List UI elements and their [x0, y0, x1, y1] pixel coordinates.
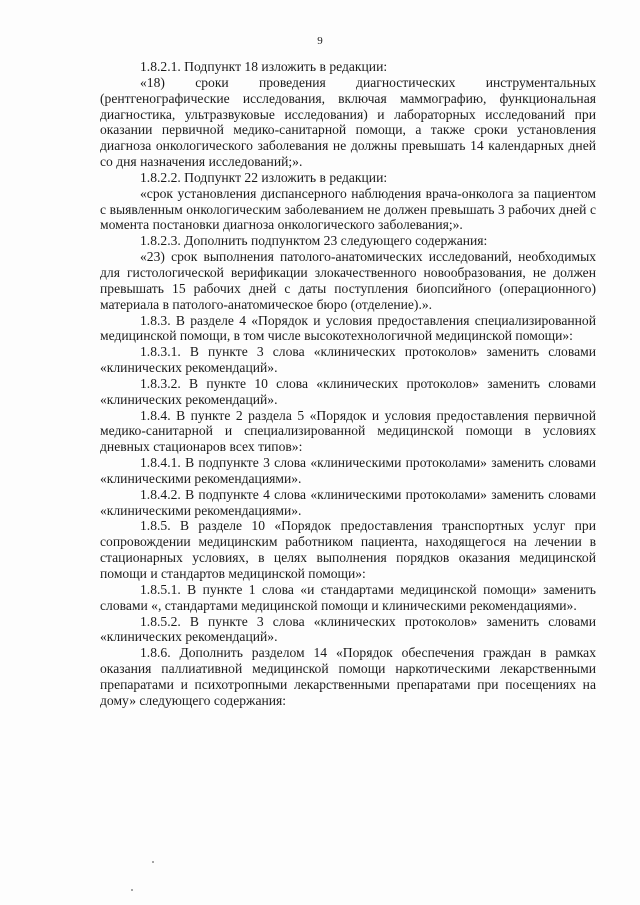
paragraph-quote-18: «18) сроки проведения диагностических инструментальных (рентгенографические исследования, включая маммографию, функциональная диагностика, ультразвуковые исследования) и лабораторных исследований при оказании первичной медико-санитарной помощи, а также сроки установления диагноза онкологического заболевания не должны превышать 14 календарных дней со дня назначения исследований;». [100, 74, 596, 170]
paragraph-1-8-2-2: 1.8.2.2. Подпункт 22 изложить в редакции: [140, 169, 388, 185]
paragraph-1-8-5-2: 1.8.5.2. В пункте 3 слова «клинических протоколов» заменить словами «клинических рекомендаций». [100, 613, 596, 645]
paragraph-1-8-2-1: 1.8.2.1. Подпункт 18 изложить в редакции: [140, 59, 388, 74]
scan-speck [131, 889, 133, 891]
paragraph-1-8-4: 1.8.4. В пункте 2 раздела 5 «Порядок и условия предоставления первичной медико-санитарной и специализированной медицинской помощи в условиях дневных стационаров всех типов»: [100, 407, 596, 455]
paragraph-1-8-2-3: 1.8.2.3. Дополнить подпунктом 23 следующего содержания: [140, 233, 488, 249]
paragraph-quote-22: «срок установления диспансерного наблюдения врача-онколога за пациентом с выявленным онкологическим заболеванием не должен превышать 3 рабочих дней с момента постановки диагноза онкологического заболевания;». [100, 185, 596, 233]
paragraph-1-8-3: 1.8.3. В разделе 4 «Порядок и условия предоставления специализированной медицинской помощи, в том числе высокотехнологичной медицинской помощи»: [100, 312, 596, 344]
paragraph-1-8-5-1: 1.8.5.1. В пункте 1 слова «и стандартами медицинской помощи» заменить словами «, стандартами медицинской помощи и клиническими рекомендациями». [100, 581, 596, 613]
paragraph-1-8-3-1: 1.8.3.1. В пункте 3 слова «клинических протоколов» заменить словами «клинических рекомендаций». [100, 344, 596, 376]
paragraph-1-8-5: 1.8.5. В разделе 10 «Порядок предоставления транспортных услуг при сопровождении медицинским работником пациента, находящегося на лечении в стационарных условиях, в целях выполнения порядков оказания медицинской помощи и стандартов медицинской помощи»: [100, 518, 596, 581]
page-number: 9 [317, 35, 323, 47]
paragraph-1-8-4-2: 1.8.4.2. В подпункте 4 слова «клиническими протоколами» заменить словами «клиническими рекомендациями». [100, 486, 596, 518]
document-body [100, 59, 596, 709]
paragraph-1-8-6: 1.8.6. Дополнить разделом 14 «Порядок обеспечения граждан в рамках оказания паллиативной медицинской помощи наркотическими лекарственными препаратами и психотропными лекарственными препаратами при посещениях на дому» следующего содержания: [100, 645, 596, 708]
paragraph-quote-23: «23) срок выполнения патолого-анатомических исследований, необходимых для гистологической верификации злокачественного новообразования, не должен превышать 15 рабочих дней с даты поступления биопсийного (операционного) материала в патолого-анатомическое бюро (отделение).». [100, 249, 596, 312]
scan-speck [152, 861, 154, 863]
paragraph-1-8-4-1: 1.8.4.1. В подпункте 3 слова «клиническими протоколами» заменить словами «клиническими рекомендациями». [100, 455, 596, 486]
paragraph-1-8-3-2: 1.8.3.2. В пункте 10 слова «клинических протоколов» заменить словами «клинических рекомендаций». [100, 375, 596, 407]
